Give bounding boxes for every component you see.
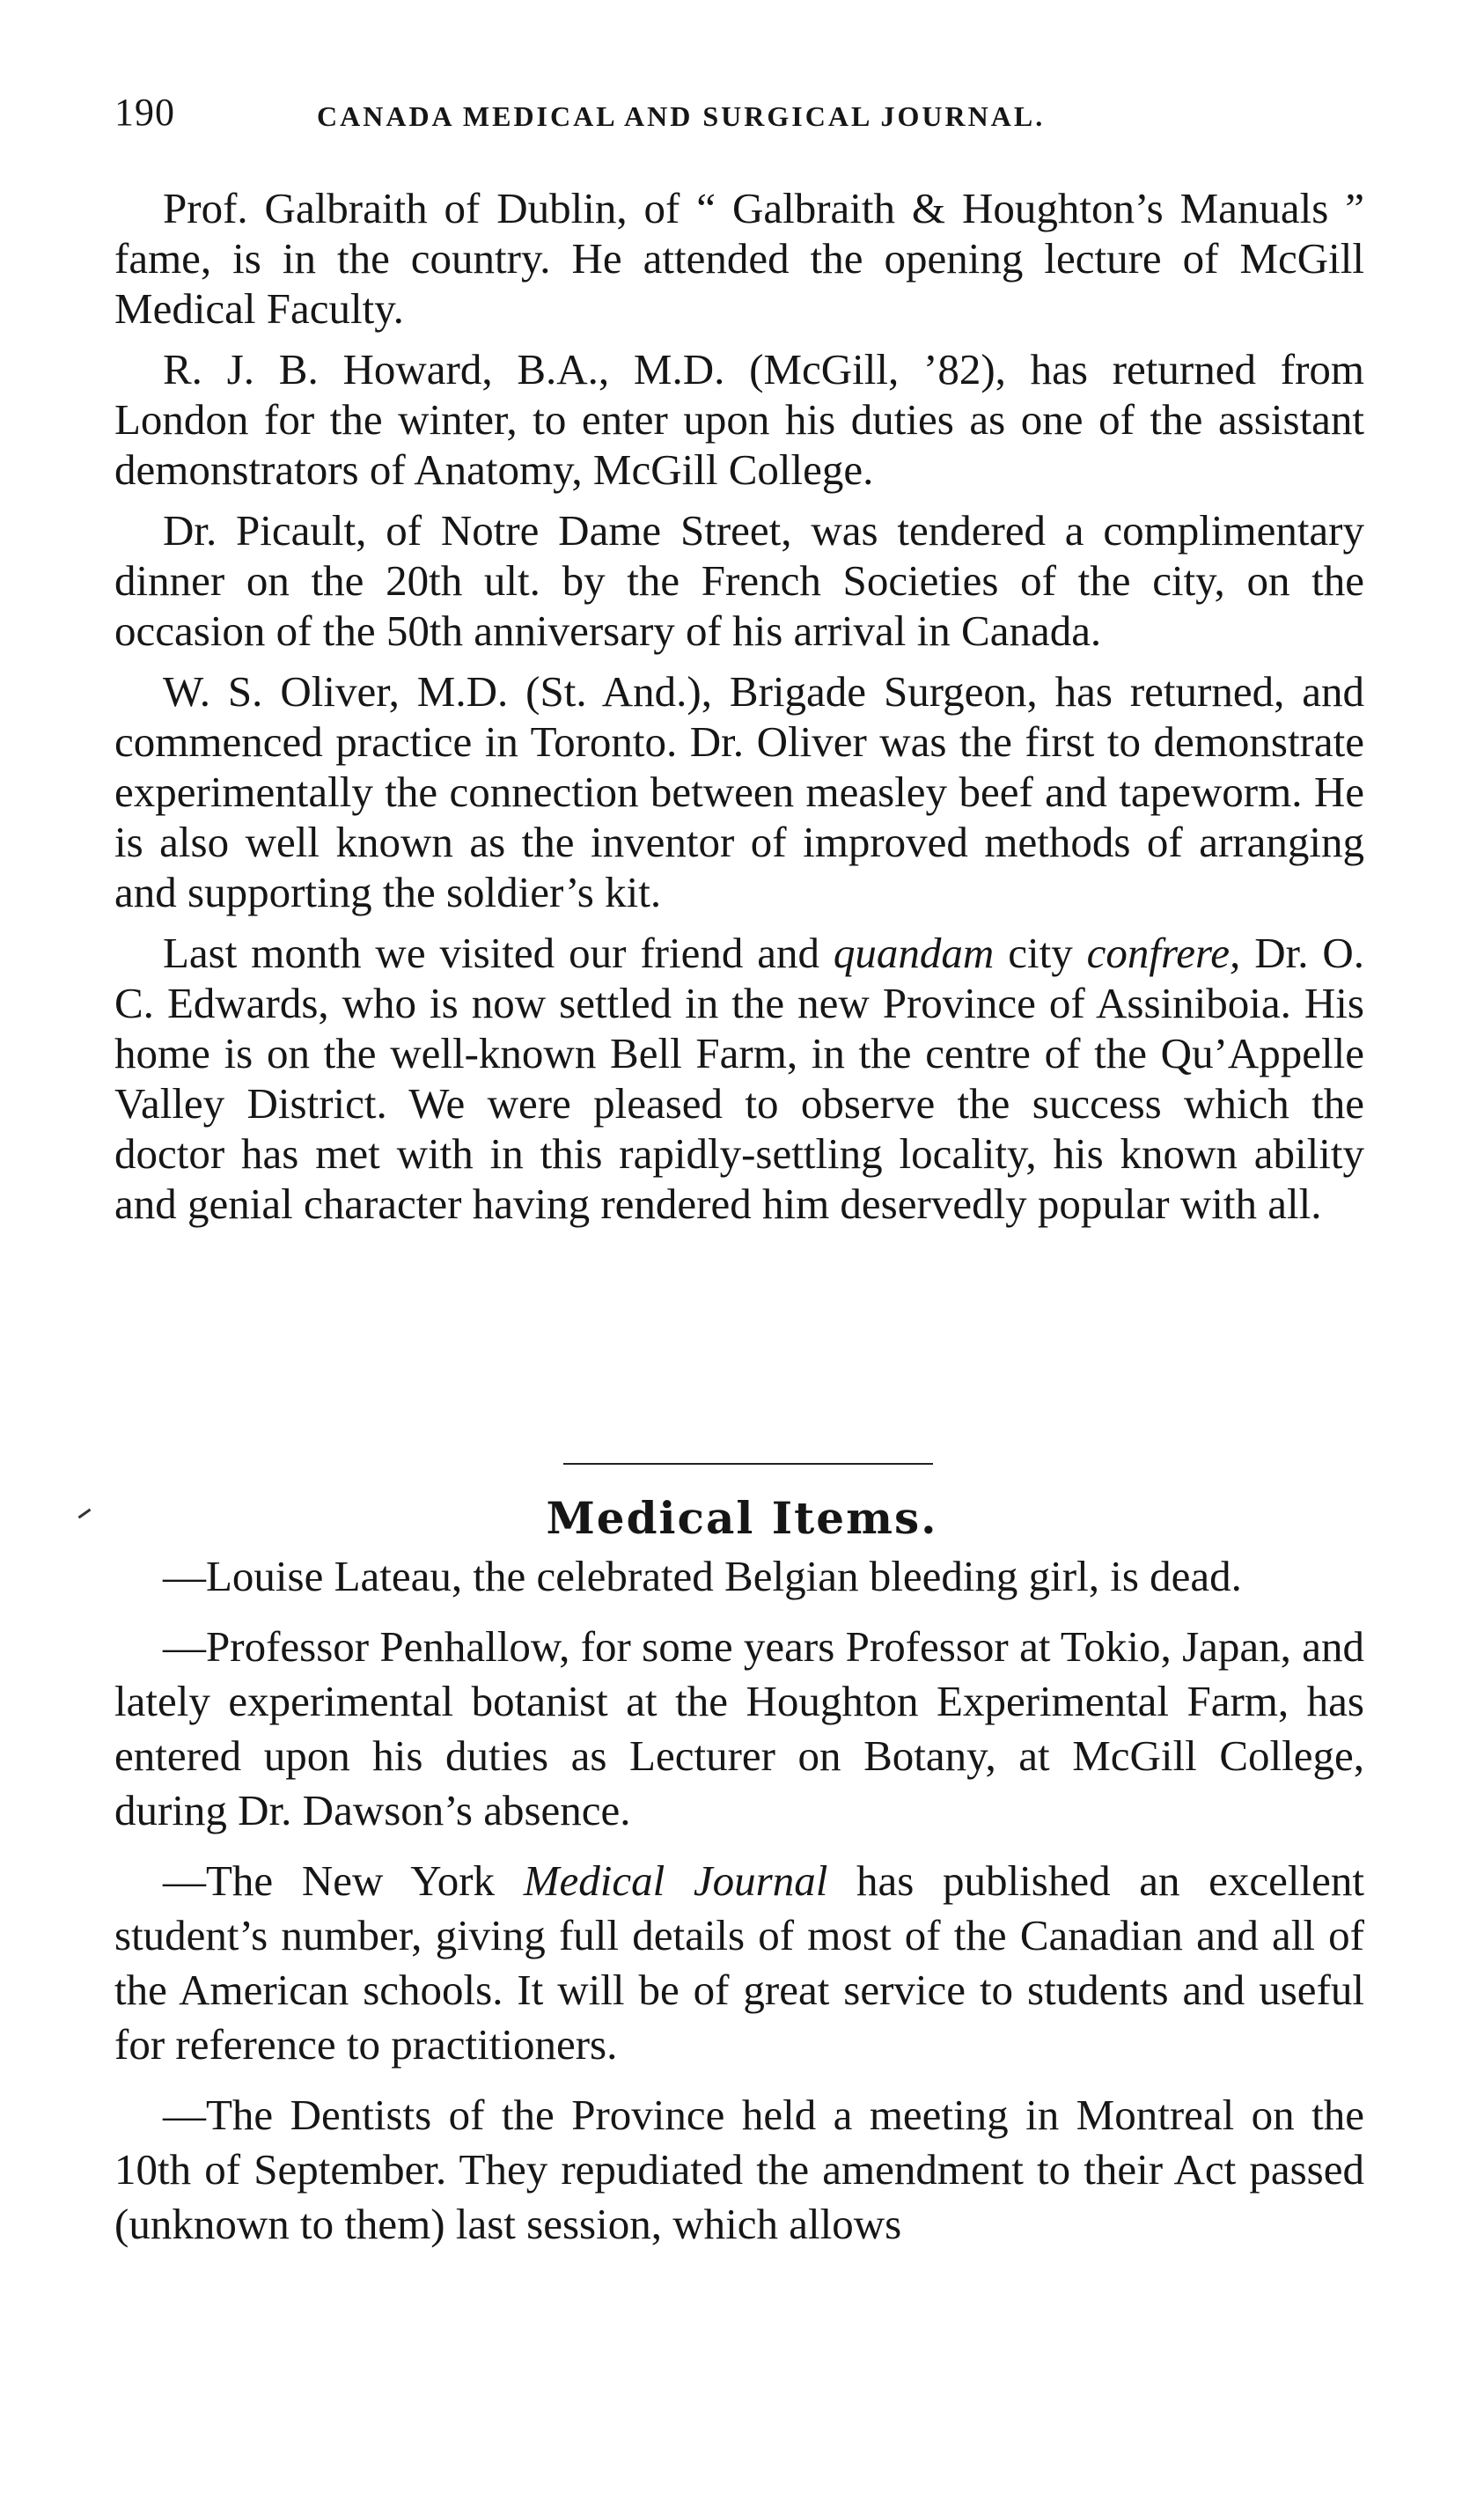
news-paragraph-edwards <box>114 928 1364 1229</box>
item-new-york-journal <box>114 1854 1364 2072</box>
nyj-italic-title: Medical Journal <box>523 1856 828 1905</box>
news-column <box>114 183 1364 1239</box>
edwards-text-3: Dr. O. C. Edwards, who is now settled in the new Province of Assiniboia. His home is on the well-known Bell Farm, in the centre of the Qu’Appelle Valley District. We were pleased to observe the success which the doctor has met with in this rapidly-settling locality, his known ability and genial character having rendered him deservedly popular with all. <box>114 929 1364 1228</box>
edwards-text-1: Last month we visited our friend and <box>163 929 834 977</box>
journal-title: CANADA MEDICAL AND SURGICAL JOURNAL. <box>317 100 1046 132</box>
item-penhallow: —Professor Penhallow, for some years Professor at Tokio, Japan, and lately experimental botanist at the Houghton Experimental Farm, has entered upon his duties as Lecturer on Botany, at McGill College, during Dr. Dawson’s absence. <box>114 1622 1364 1834</box>
news-paragraph-oliver: W. S. Oliver, M.D. (St. And.), Brigade Surgeon, has returned, and commenced practice in Toronto. Dr. Oliver was the first to demonstrate experimentally the connection between measley beef and tapeworm. He is also well known as the inventor of improved methods of arranging and supporting the soldier’s kit. <box>114 667 1364 916</box>
running-head <box>114 90 1364 143</box>
nyj-text-2: has published an excellent student’s number, giving full details of most of the Canadian and all of the American schools. It will be of great service to students and useful for reference to practitioners. <box>114 1856 1364 2069</box>
news-paragraph-picault: Dr. Picault, of Notre Dame Street, was tendered a complimentary dinner on the 20th ult. by the French Societies of the city, on the occasion of the 50th anniversary of his arrival in Canada. <box>114 506 1364 655</box>
item-lateau: —Louise Lateau, the celebrated Belgian bleeding girl, is dead. <box>163 1552 1242 1600</box>
edwards-text-2: city <box>994 929 1087 977</box>
news-paragraph-howard: R. J. B. Howard, B.A., M.D. (McGill, ’82), has returned from London for the winter, to enter upon his duties as one of the assistant demonstrators of Anatomy, McGill College. <box>114 345 1364 494</box>
edwards-italic-quandam: quandam <box>833 929 995 977</box>
section-divider-rule <box>563 1463 933 1465</box>
news-paragraph-galbraith: Prof. Galbraith of Dublin, of “ Galbraith & Houghton’s Manuals ” fame, is in the country. He attended the opening lecture of McGill Medical Faculty. <box>114 184 1364 333</box>
item-dentists: —The Dentists of the Province held a meeting in Montreal on the 10th of September. They repudiated the amendment to their Act passed (unknown to them) last session, which allows <box>114 2091 1364 2248</box>
edwards-italic-confrere: confrere, <box>1086 929 1241 977</box>
page-number: 190 <box>114 91 175 134</box>
medical-items-column <box>114 1549 1364 2267</box>
section-heading: Medical Items. <box>546 1492 938 1544</box>
nyj-text-1: —The New York <box>163 1856 524 1905</box>
